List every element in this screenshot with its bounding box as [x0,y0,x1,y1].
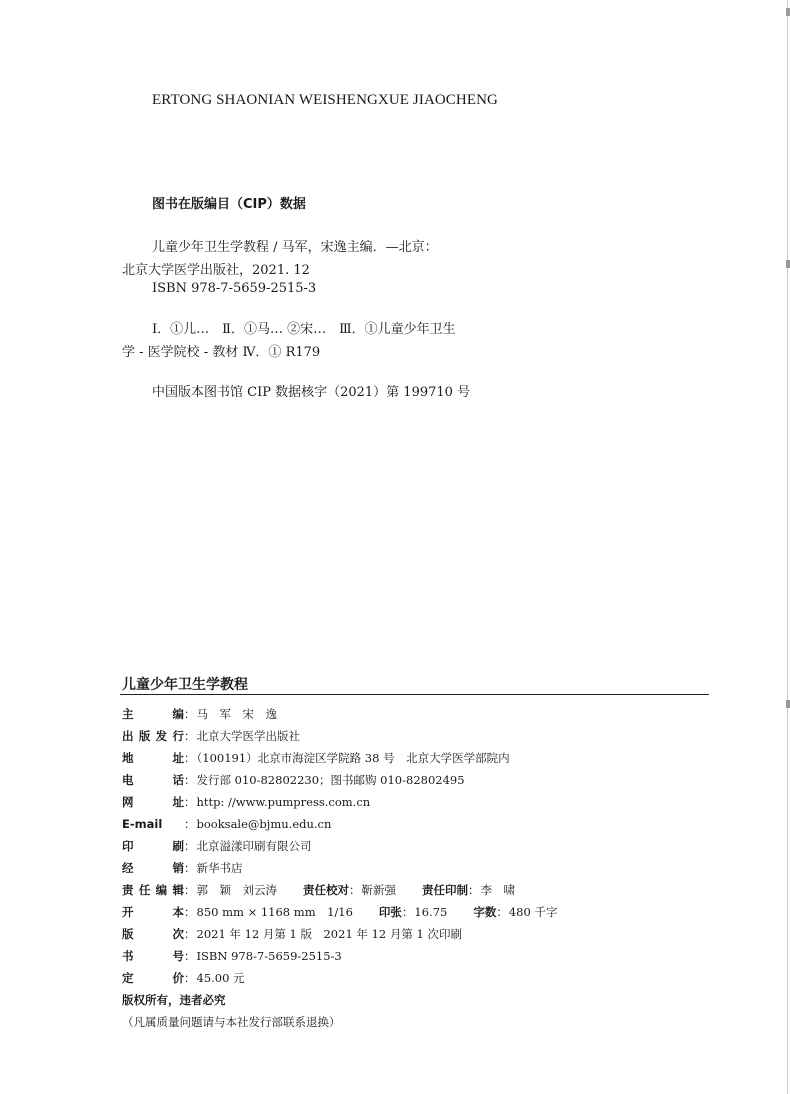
colophon-row-edition: 版 次：2021 年 12 月第 1 版 2021 年 12 月第 1 次印刷 [122,927,462,941]
row-label: E-mail [122,817,163,831]
colophon-row-distributor: 经 销：新华书店 [122,861,243,875]
colophon-row-printer: 印 刷：北京溢漾印刷有限公司 [122,839,312,853]
row-label: 书 号 [122,949,184,963]
row-label: 印 刷 [122,839,184,853]
cip-line-2: 北京大学医学出版社，2021. 12 [122,263,310,278]
row-label: 网 址 [122,795,184,809]
cip-class-line-2: 学 - 医学院校 - 教材 Ⅳ．① R179 [122,345,321,360]
row-label: 版 次 [122,927,184,941]
row-label: 字数 [473,905,497,919]
row-value: 郭 颖 刘云涛 [196,883,277,897]
colophon-row-price: 定 价：45.00 元 [122,971,245,985]
scroll-mark [786,260,790,268]
cip-core-data: 中国版本图书馆 CIP 数据核字（2021）第 199710 号 [152,385,471,400]
row-label: 经 销 [122,861,184,875]
scroll-mark [786,8,790,16]
copyright-notice: 版权所有，违者必究 [122,993,226,1007]
row-value: 16.75 [414,905,448,919]
row-value: 480 千字 [508,905,558,919]
row-value: 靳新强 [361,883,396,897]
colophon-row-address: 地 址：（100191）北京市海淀区学院路 38 号 北京大学医学部院内 [122,751,510,765]
row-value: （100191）北京市海淀区学院路 38 号 北京大学医学部院内 [196,751,510,765]
cip-class-line-1: Ⅰ．①儿… Ⅱ．①马… ②宋… Ⅲ．①儿童少年卫生 [152,322,456,337]
colophon-row-email: E-mail ：booksale@bjmu.edu.cn [122,817,332,831]
row-label: 责任编辑 [122,883,184,897]
row-label: 主 编 [122,707,184,721]
row-value: 850 mm × 1168 mm 1/16 [196,905,353,919]
row-label: 开 本 [122,905,184,919]
row-value: booksale@bjmu.edu.cn [196,817,332,831]
row-value: 新华书店 [196,861,243,875]
colophon-row-format: 开 本：850 mm × 1168 mm 1/16 印张：16.75 字数：480 千字 [122,905,558,919]
pinyin-title: ERTONG SHAONIAN WEISHENGXUE JIAOCHENG [152,92,498,108]
row-value: 马 军 宋 逸 [196,707,277,721]
row-value: 北京大学医学出版社 [196,729,300,743]
colophon-book-title: 儿童少年卫生学教程 [122,677,248,693]
row-value: http: //www.pumpress.com.cn [196,795,371,809]
return-notice: （凡属质量问题请与本社发行部联系退换） [122,1015,341,1029]
row-label: 责任印制 [422,883,468,897]
row-label: 出版发行 [122,729,184,743]
colophon-row-phone: 电 话：发行部 010-82802230；图书邮购 010-82802495 [122,773,465,787]
scroll-mark [786,700,790,708]
colophon-row-publisher: 出版发行：北京大学医学出版社 [122,729,300,743]
row-value: 45.00 元 [196,971,245,985]
colophon-row-responsible: 责任编辑：郭 颖 刘云涛 责任校对：靳新强 责任印制：李 啸 [122,883,515,897]
row-label: 地 址 [122,751,184,765]
colophon-row-isbn: 书 号：ISBN 978-7-5659-2515-3 [122,949,342,963]
row-value: ISBN 978-7-5659-2515-3 [196,949,342,963]
row-value: 北京溢漾印刷有限公司 [196,839,312,853]
page-edge-line [787,0,788,1094]
row-label: 电 话 [122,773,184,787]
colophon-rule [120,694,709,695]
row-label: 印张 [378,905,402,919]
colophon-row-website: 网 址：http: //www.pumpress.com.cn [122,795,371,809]
cip-isbn: ISBN 978-7-5659-2515-3 [152,281,317,296]
row-label: 责任校对 [303,883,349,897]
row-label: 定 价 [122,971,184,985]
row-value: 李 啸 [480,883,515,897]
row-value: 2021 年 12 月第 1 版 2021 年 12 月第 1 次印刷 [196,927,462,941]
colophon-row-editor: 主 编：马 军 宋 逸 [122,707,277,721]
cip-line-1: 儿童少年卫生学教程 / 马军，宋逸主编．—北京： [152,240,438,255]
row-value: 发行部 010-82802230；图书邮购 010-82802495 [196,773,465,787]
cip-heading: 图书在版编目（CIP）数据 [152,197,306,212]
